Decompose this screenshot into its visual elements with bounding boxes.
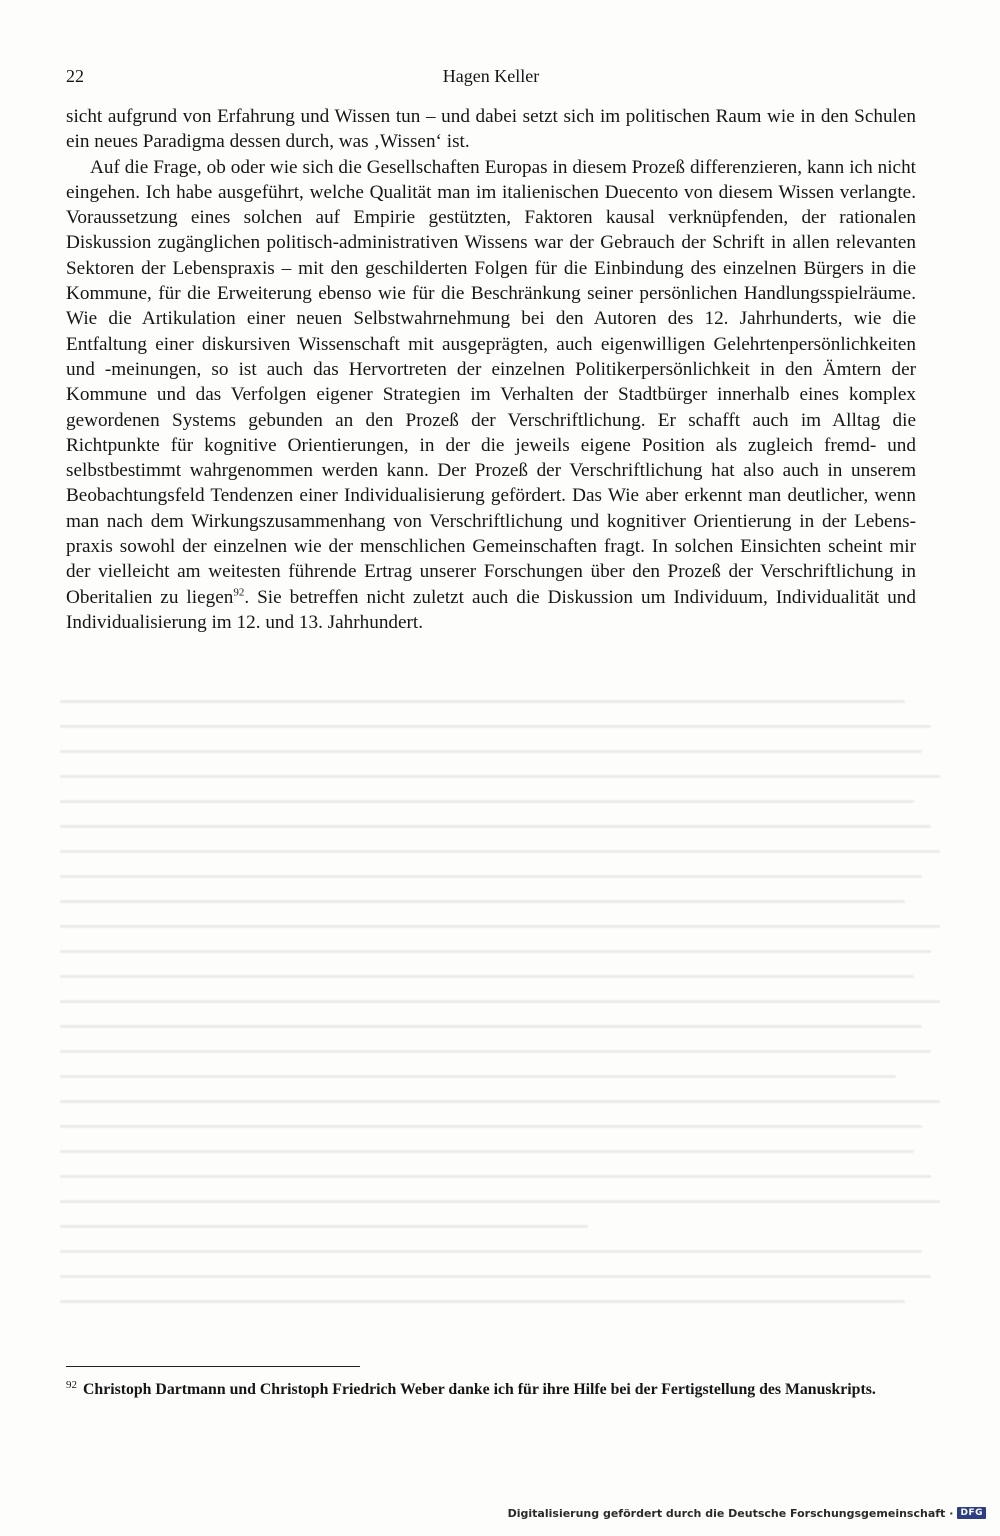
credit-separator: · — [949, 1506, 954, 1520]
paragraph-text: Auf die Frage, ob oder wie sich die Gesellschaften Europas in diesem Prozeß differenzieren, kann ich nicht eingehen. Ich habe ausgeführt, welche Qualität man im italienischen Duecento von diesem Wissen verlangte. Voraussetzung eines solchen auf Empirie gestützten, Faktoren kausal verknüpfenden, der rationalen Diskussion zugänglichen politisch-administrativen Wissens war der Gebrauch der Schrift in allen relevanten Sektoren der Lebenspraxis – mit den geschilderten Folgen für die Einbindung des einzelnen Bürgers in die Kommune, für die Erweiterung ebenso wie für die Beschränkung seiner persönlichen Handlungsspielräume. Wie die Artikulation einer neuen Selbstwahrnehmung bei den Autoren des 12. Jahrhunderts, wie die Entfaltung einer diskursiven Wissenschaft mit ausgeprägten, auch eigenwilligen Gelehrtenpersönlichkeiten und -meinungen, so ist auch das Hervortreten der einzelnen Politikerpersönlichkeit in den Ämtern der Kommune und das Verfolgen eigener Strategien im Verhalten der Stadtbürger innerhalb eines komplex gewordenen Systems gebunden an den Prozeß der Verschriftlichung. Er schafft auch im Alltag die Richtpunkte für kognitive Orientierungen, in der die jeweils eigene Position als zugleich fremd- und selbstbestimmt wahrgenommen werden kann. Der Prozeß der Verschriftlichung hat also auch in unserem Beobachtungsfeld Tendenzen einer Individualisierung gefördert. Das Wie aber erkennt man deutlicher, wenn man nach dem Wirkungszusammenhang von Verschriftlichung und kognitiver Orientierung in der Lebenspraxis sowohl der einzelnen wie der menschlichen Gemeinschaften fragt. In solchen Einsichten scheint mir der vielleicht am weitesten führende Ertrag unserer Forschungen über den Prozeß der Verschriftlichung in Oberitalien zu liegen — [66, 156, 916, 608]
paragraph: sicht aufgrund von Erfahrung und Wissen tun – und dabei setzt sich im politischen Raum wie in den Schulen ein neues Paradigma dessen durch, was ‚Wissen‘ ist. — [66, 106, 916, 153]
footnote — [66, 1380, 916, 1400]
paragraph-text: . Sie betreffen nicht zuletzt auch die Diskussion um Individuum, Individualität und Individualisierung im 12. und 13. Jahrhundert. — [66, 586, 916, 633]
running-head: Hagen Keller — [442, 66, 540, 86]
dfg-logo[interactable]: DFG — [957, 1507, 986, 1519]
body-text — [66, 104, 916, 635]
footnote-number: 92 — [66, 1378, 77, 1391]
page-number: 22 — [66, 66, 84, 86]
bleed-through-text — [60, 700, 940, 1340]
credit-text: Digitalisierung gefördert durch die Deutsche Forschungsgemeinschaft — [507, 1506, 946, 1520]
paragraph — [66, 155, 916, 636]
footnote-reference[interactable]: 92 — [233, 586, 245, 599]
footnote-divider — [66, 1366, 360, 1367]
page-header — [66, 66, 916, 92]
footnote-text: Christoph Dartmann und Christoph Friedrich Weber danke ich für ihre Hilfe bei der Fertigstellung des Manuskripts. — [83, 1381, 876, 1398]
digitization-credit — [508, 1504, 986, 1522]
